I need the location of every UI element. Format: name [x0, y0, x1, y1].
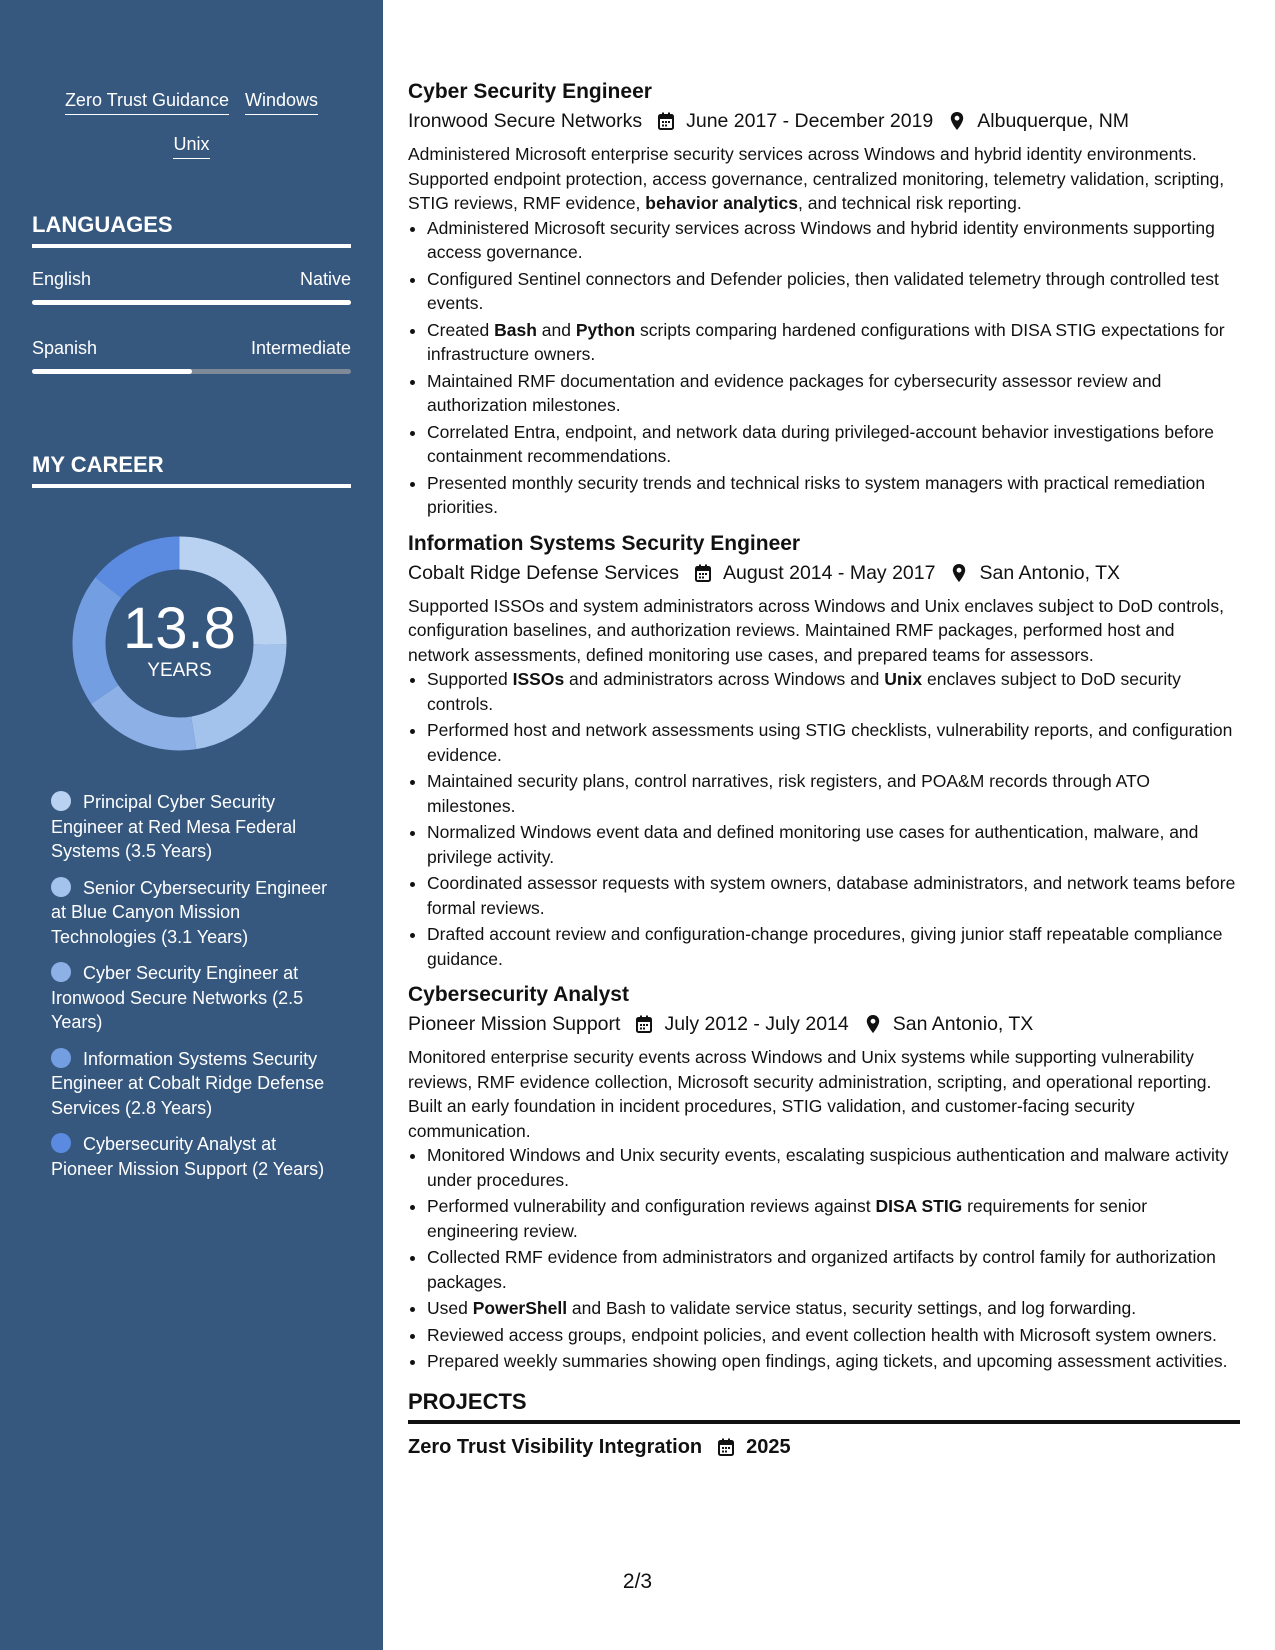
career-legend-item: [51, 876, 341, 950]
location-pin-icon: [947, 111, 967, 131]
job-bullet: • Presented monthly security trends and technical risks to system managers with practical remediation priorities.: [427, 471, 1240, 520]
career-legend-item: [51, 1047, 341, 1121]
job-location: San Antonio, TX: [892, 1013, 1034, 1035]
job-bullet: • Drafted account review and configuration-change procedures, giving junior staff repeatable compliance guidance.: [427, 922, 1240, 971]
job-dates: June 2017 - December 2019: [686, 110, 934, 132]
projects-heading: PROJECTS: [408, 1388, 1240, 1424]
job-title: Cyber Security Engineer: [408, 80, 652, 103]
career-total-unit: YEARS: [147, 659, 212, 681]
job-bullet: • Prepared weekly summaries showing open findings, aging tickets, and upcoming assessment activities.: [427, 1349, 1240, 1374]
language-row: [32, 268, 351, 290]
career-heading: MY CAREER: [32, 452, 351, 488]
language-level: Native: [299, 269, 351, 289]
languages-heading: LANGUAGES: [32, 212, 351, 248]
legend-dot-icon: [51, 877, 71, 897]
legend-dot-icon: [51, 1048, 71, 1068]
location-pin-icon: [949, 563, 969, 583]
legend-dot-icon: [51, 1133, 71, 1153]
page-number: [0, 1570, 1275, 1594]
legend-dot-icon: [51, 791, 71, 811]
job-entry: [408, 981, 1240, 1374]
career-legend-item: [51, 1132, 341, 1181]
job-summary: Administered Microsoft enterprise security services across Windows and hybrid identity environments. Supported endpoint protection, access governance, centralized monitoring, telemetry validation, scripting, STIG reviews, RMF evidence, behavior analytics, and technical risk reporting.: [408, 144, 1225, 213]
project-entry: [408, 1432, 1240, 1462]
job-summary: Monitored enterprise security events across Windows and Unix systems while supporting vulnerability reviews, RMF evidence collection, Microsoft security administration, scripting, and operational reporting. Built an early foundation in incident procedures, STIG validation, and customer-facing security communication.: [408, 1047, 1212, 1141]
job-location: Albuquerque, NM: [977, 110, 1130, 132]
career-legend-label: Principal Cyber Security Engineer at Red Mesa Federal Systems (3.5 Years): [51, 792, 297, 861]
job-company: Ironwood Secure Networks: [408, 110, 643, 132]
main-content: [408, 78, 1240, 1462]
job-bullets: [427, 216, 1240, 520]
career-legend: [51, 790, 341, 1193]
job-bullet: • Administered Microsoft security services across Windows and hybrid identity environments supporting access governance.: [427, 216, 1240, 265]
job-title: Cybersecurity Analyst: [408, 983, 629, 1006]
career-donut-chart: [62, 526, 297, 761]
language-level: Intermediate: [250, 338, 351, 358]
job-bullet: • Performed vulnerability and configuration reviews against DISA STIG requirements for senior engineering review.: [427, 1194, 1240, 1243]
job-bullets: [427, 1143, 1240, 1374]
job-bullet: • Supported ISSOs and administrators across Windows and Unix enclaves subject to DoD security controls.: [427, 667, 1240, 716]
job-entry: [408, 78, 1240, 520]
job-company: Cobalt Ridge Defense Services: [408, 561, 679, 584]
language-row: [32, 337, 351, 359]
job-bullet: • Maintained security plans, control narratives, risk registers, and POA&M records through ATO milestones.: [427, 769, 1240, 818]
language-proficiency-bar: [32, 369, 351, 374]
job-bullet: • Reviewed access groups, endpoint policies, and event collection health with Microsoft system owners.: [427, 1323, 1240, 1348]
sidebar: [0, 0, 383, 1650]
job-company: Pioneer Mission Support: [408, 1013, 621, 1035]
job-bullet: • Created Bash and Python scripts comparing hardened configurations with DISA STIG expectations for infrastructure owners.: [427, 318, 1240, 367]
job-title: Information Systems Security Engineer: [408, 531, 801, 555]
calendar-icon: [656, 111, 676, 131]
job-meta: [408, 106, 1240, 136]
job-bullets: [427, 667, 1240, 971]
job-entry: [408, 530, 1240, 972]
job-summary: Supported ISSOs and system administrators across Windows and Unix enclaves subject to DoD controls, configuration baselines, and authorization reviews. Maintained RMF packages, performed host and network assessments, defined monitoring use cases, and prepared teams for assessors.: [408, 595, 1225, 665]
job-bullet: • Normalized Windows event data and defined monitoring use cases for authentication, malware, and privilege activity.: [427, 820, 1240, 869]
language-proficiency-fill: [32, 369, 192, 374]
skill-tag[interactable]: Windows: [245, 87, 318, 115]
project-name: Zero Trust Visibility Integration: [408, 1435, 703, 1458]
page-number-label: 2/3: [622, 1570, 653, 1593]
career-legend-label: Information Systems Security Engineer at Cobalt Ridge Defense Services (2.8 Years): [51, 1048, 325, 1118]
job-bullet: • Maintained RMF documentation and evidence packages for cybersecurity assessor review and authorization milestones.: [427, 369, 1240, 418]
calendar-icon: [634, 1014, 654, 1034]
calendar-icon: [693, 563, 713, 583]
language-name: Spanish: [32, 338, 98, 358]
language-proficiency-fill: [32, 300, 351, 305]
skill-tag[interactable]: Unix: [173, 131, 209, 159]
career-legend-item: [51, 961, 341, 1035]
job-bullet: • Performed host and network assessments using STIG checklists, vulnerability reports, and configuration evidence.: [427, 718, 1240, 767]
job-meta: [408, 1009, 1240, 1039]
career-total-years: 13.8: [123, 595, 236, 661]
job-dates: July 2012 - July 2014: [664, 1013, 849, 1035]
job-bullet: • Used PowerShell and Bash to validate service status, security settings, and log forwarding.: [427, 1296, 1240, 1321]
job-dates: August 2014 - May 2017: [722, 561, 936, 584]
language-name: English: [32, 269, 92, 289]
job-meta: [408, 558, 1240, 588]
career-legend-label: Senior Cybersecurity Engineer at Blue Canyon Mission Technologies (3.1 Years): [51, 877, 328, 947]
job-bullet: • Coordinated assessor requests with system owners, database administrators, and network teams before formal reviews.: [427, 871, 1240, 920]
skills-list: [32, 87, 351, 175]
language-proficiency-bar: [32, 300, 351, 305]
location-pin-icon: [863, 1014, 883, 1034]
job-bullet: • Configured Sentinel connectors and Defender policies, then validated telemetry through controlled test events.: [427, 267, 1240, 316]
job-bullet: • Monitored Windows and Unix security events, escalating suspicious authentication and malware activity under procedures.: [427, 1143, 1240, 1192]
job-bullet: • Collected RMF evidence from administrators and organized artifacts by control family for authorization packages.: [427, 1245, 1240, 1294]
project-year: 2025: [746, 1435, 791, 1458]
job-location: San Antonio, TX: [979, 561, 1121, 584]
legend-dot-icon: [51, 962, 71, 982]
job-bullet: • Correlated Entra, endpoint, and network data during privileged-account behavior investigations before containment recommendations.: [427, 420, 1240, 469]
career-legend-label: Cybersecurity Analyst at Pioneer Mission Support (2 Years): [51, 1134, 325, 1179]
skill-tag[interactable]: Zero Trust Guidance: [65, 87, 229, 115]
career-legend-item: [51, 790, 341, 864]
career-legend-label: Cyber Security Engineer at Ironwood Secure Networks (2.5 Years): [51, 963, 304, 1032]
calendar-icon: [716, 1437, 736, 1457]
